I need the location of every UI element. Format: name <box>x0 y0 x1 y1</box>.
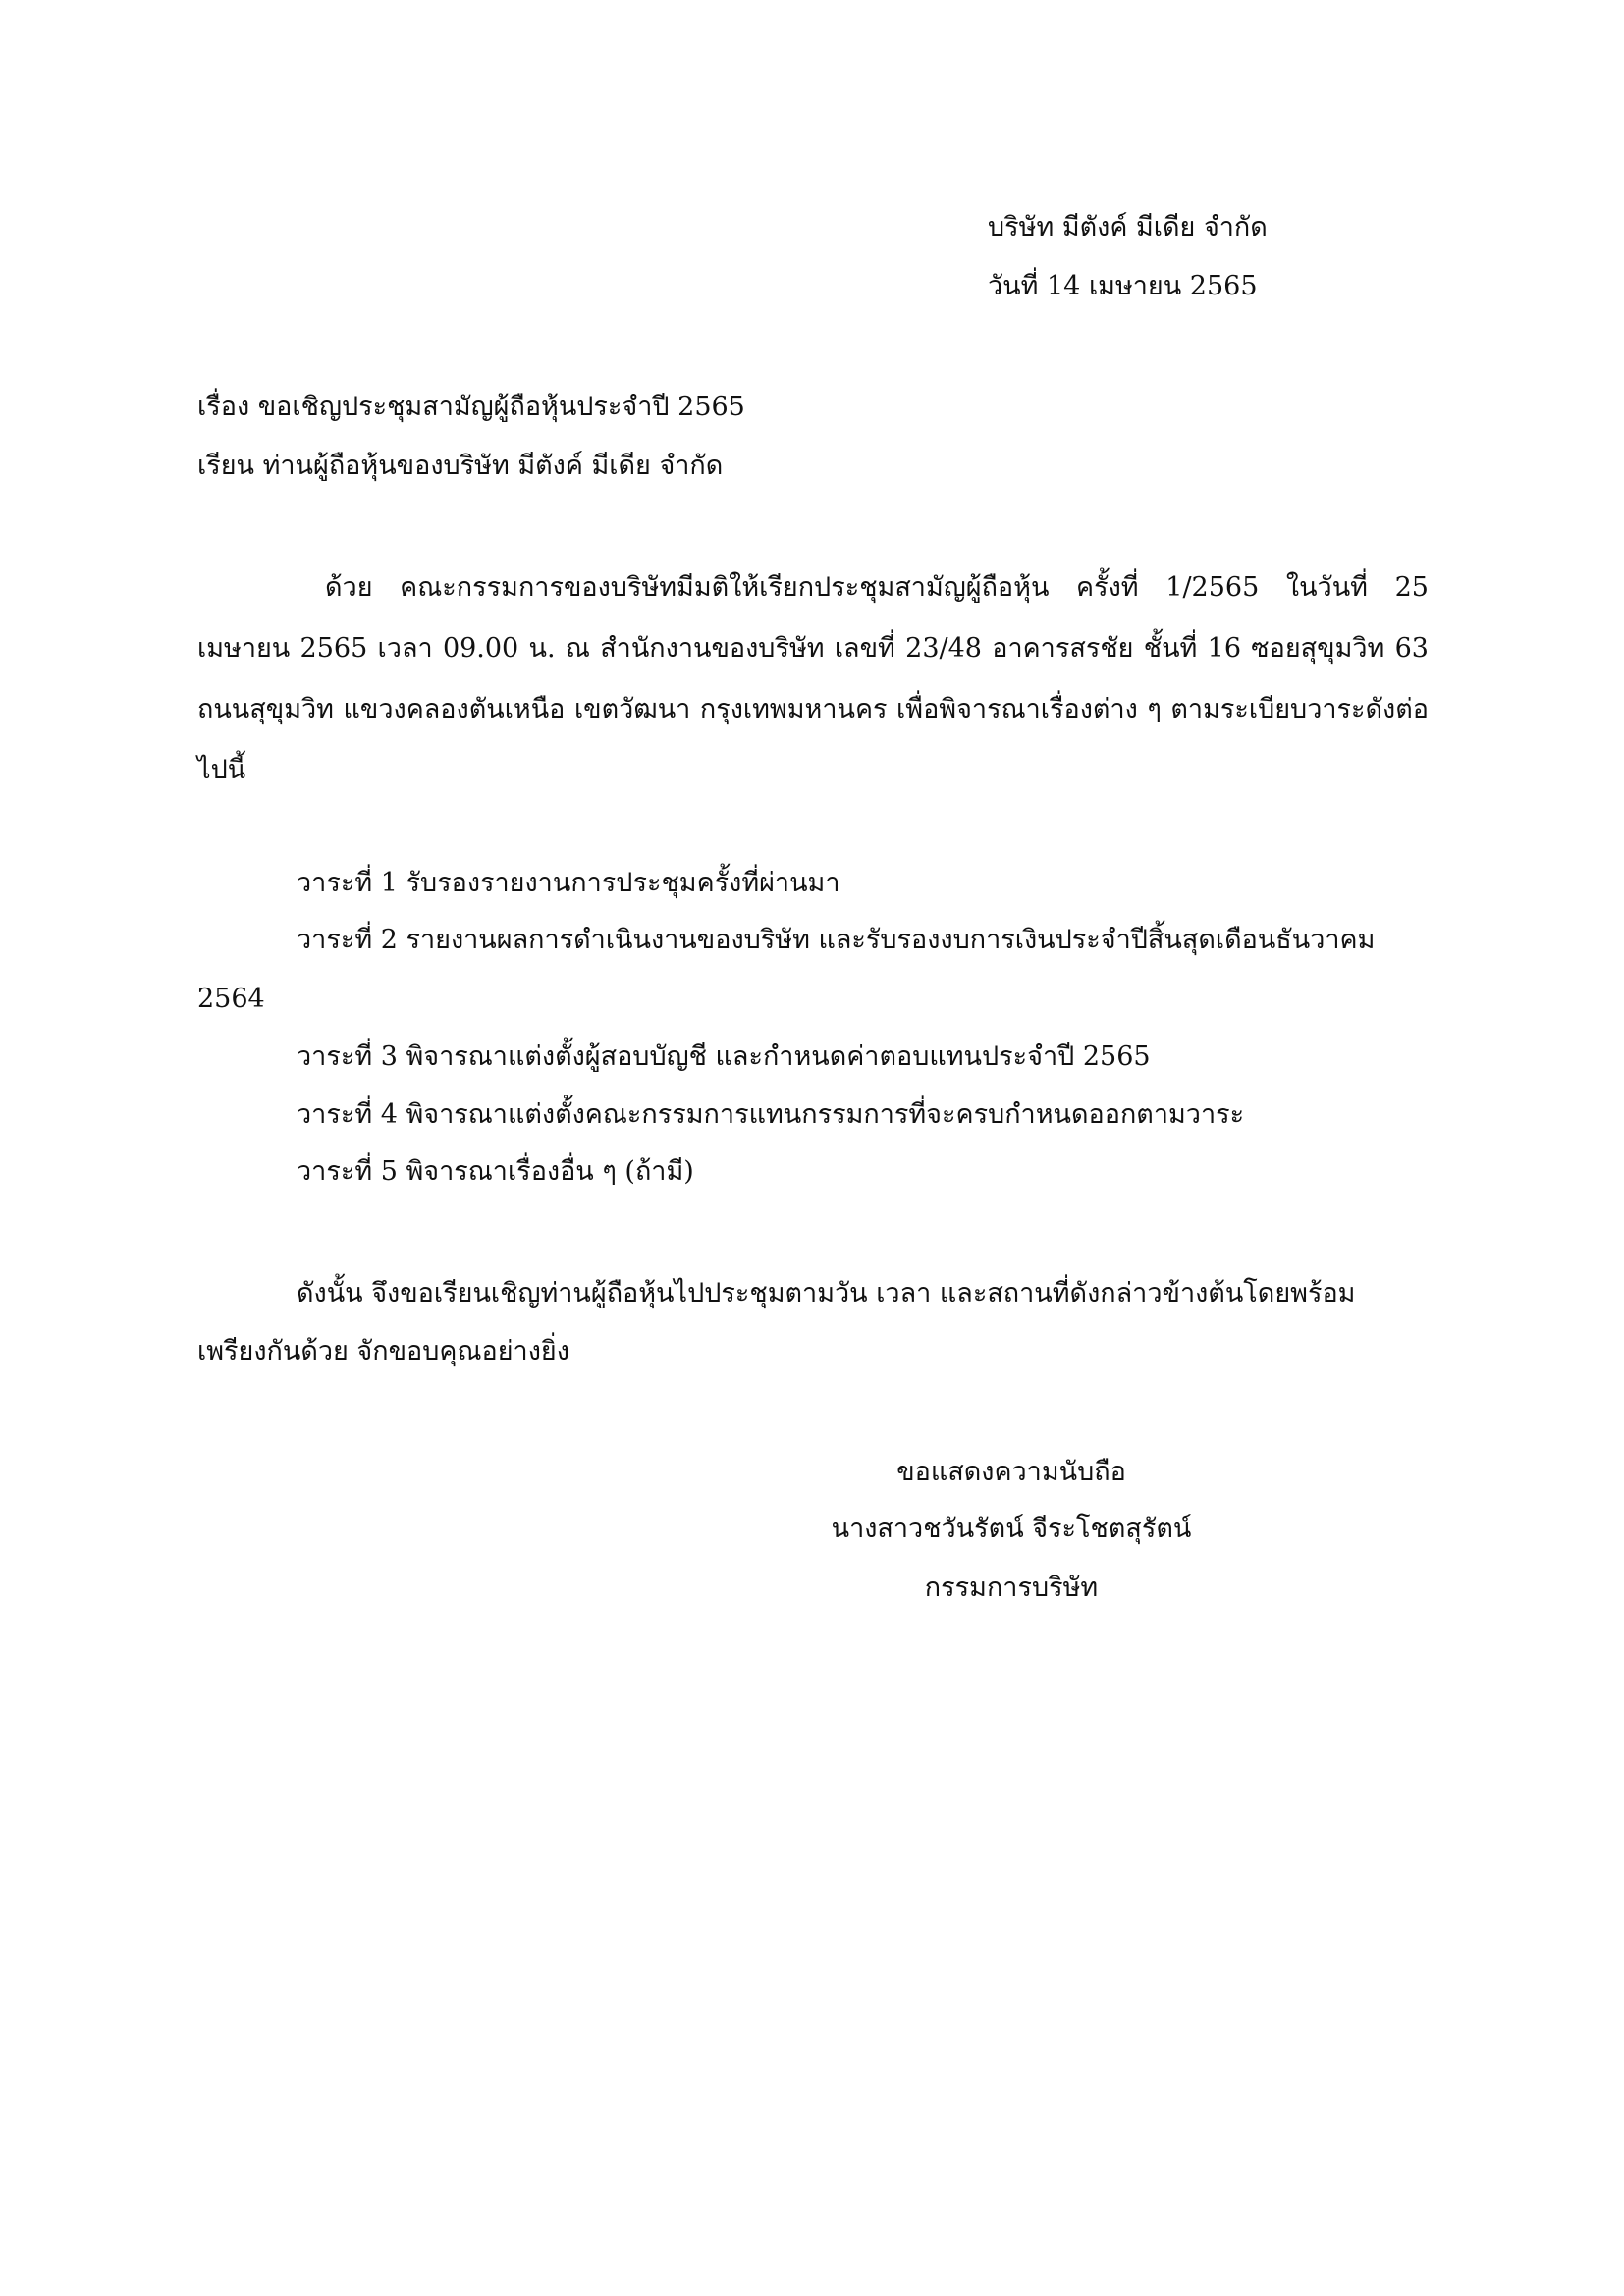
letter-date: วันที่ 14 เมษายน 2565 <box>988 271 1258 301</box>
signature-salutation: ขอแสดงความนับถือ <box>896 1457 1126 1487</box>
agenda-item-4: วาระที่ 4 พิจารณาแต่งตั้งคณะกรรมการแทนกรรมการที่จะครบกำหนดออกตามวาระ <box>297 1099 1245 1130</box>
letter-subject: เรื่อง ขอเชิญประชุมสามัญผู้ถือหุ้นประจำปี 2565 <box>197 392 745 422</box>
signature-title: กรรมการบริษัท <box>924 1573 1099 1603</box>
agenda-item-2-continued: 2564 <box>197 984 265 1014</box>
closing-line-1: ดังนั้น จึงขอเรียนเชิญท่านผู้ถือหุ้นไปประชุมตามวัน เวลา และสถานที่ดังกล่าวข้างต้นโดยพร้อม <box>297 1278 1356 1308</box>
body-text: ด้วย คณะกรรมการของบริษัทมีมติให้เรียกประชุมสามัญผู้ถือหุ้น ครั้งที่ 1/2565 ในวันที่ 25 เมษายน 2565 เวลา 09.00 น. ณ สำนักงานของบริษัท เลขที่ 23/48 อาคารสรชัย ชั้นที่ 16 ซอยสุขุมวิท 63 ถนนสุขุมวิท แขวงคลองตันเหนือ เขตวัฒนา กรุงเทพมหานคร เพื่อพิจารณาเรื่องต่าง ๆ ตามระเบียบวาระดังต่อไปนี้ <box>197 572 1429 785</box>
agenda-item-1: วาระที่ 1 รับรองรายงานการประชุมครั้งที่ผ่านมา <box>297 868 840 898</box>
closing-line-2: เพรียงกันด้วย จักขอบคุณอย่างยิ่ง <box>197 1336 569 1366</box>
signature-name: นางสาวชวันรัตน์ จีระโชตสุรัตน์ <box>831 1514 1192 1544</box>
sender-company: บริษัท มีตังค์ มีเดีย จำกัด <box>988 212 1268 242</box>
letter-recipient: เรียน ท่านผู้ถือหุ้นของบริษัท มีตังค์ มีเดีย จำกัด <box>197 451 724 481</box>
body-paragraph <box>197 558 1429 801</box>
agenda-item-2: วาระที่ 2 รายงานผลการดำเนินงานของบริษัท และรับรองงบการเงินประจำปีสิ้นสุดเดือนธันวาคม <box>297 925 1376 955</box>
agenda-item-5: วาระที่ 5 พิจารณาเรื่องอื่น ๆ (ถ้ามี) <box>297 1156 694 1187</box>
agenda-item-3: วาระที่ 3 พิจารณาแต่งตั้งผู้สอบบัญชี และกำหนดค่าตอบแทนประจำปี 2565 <box>297 1041 1151 1072</box>
